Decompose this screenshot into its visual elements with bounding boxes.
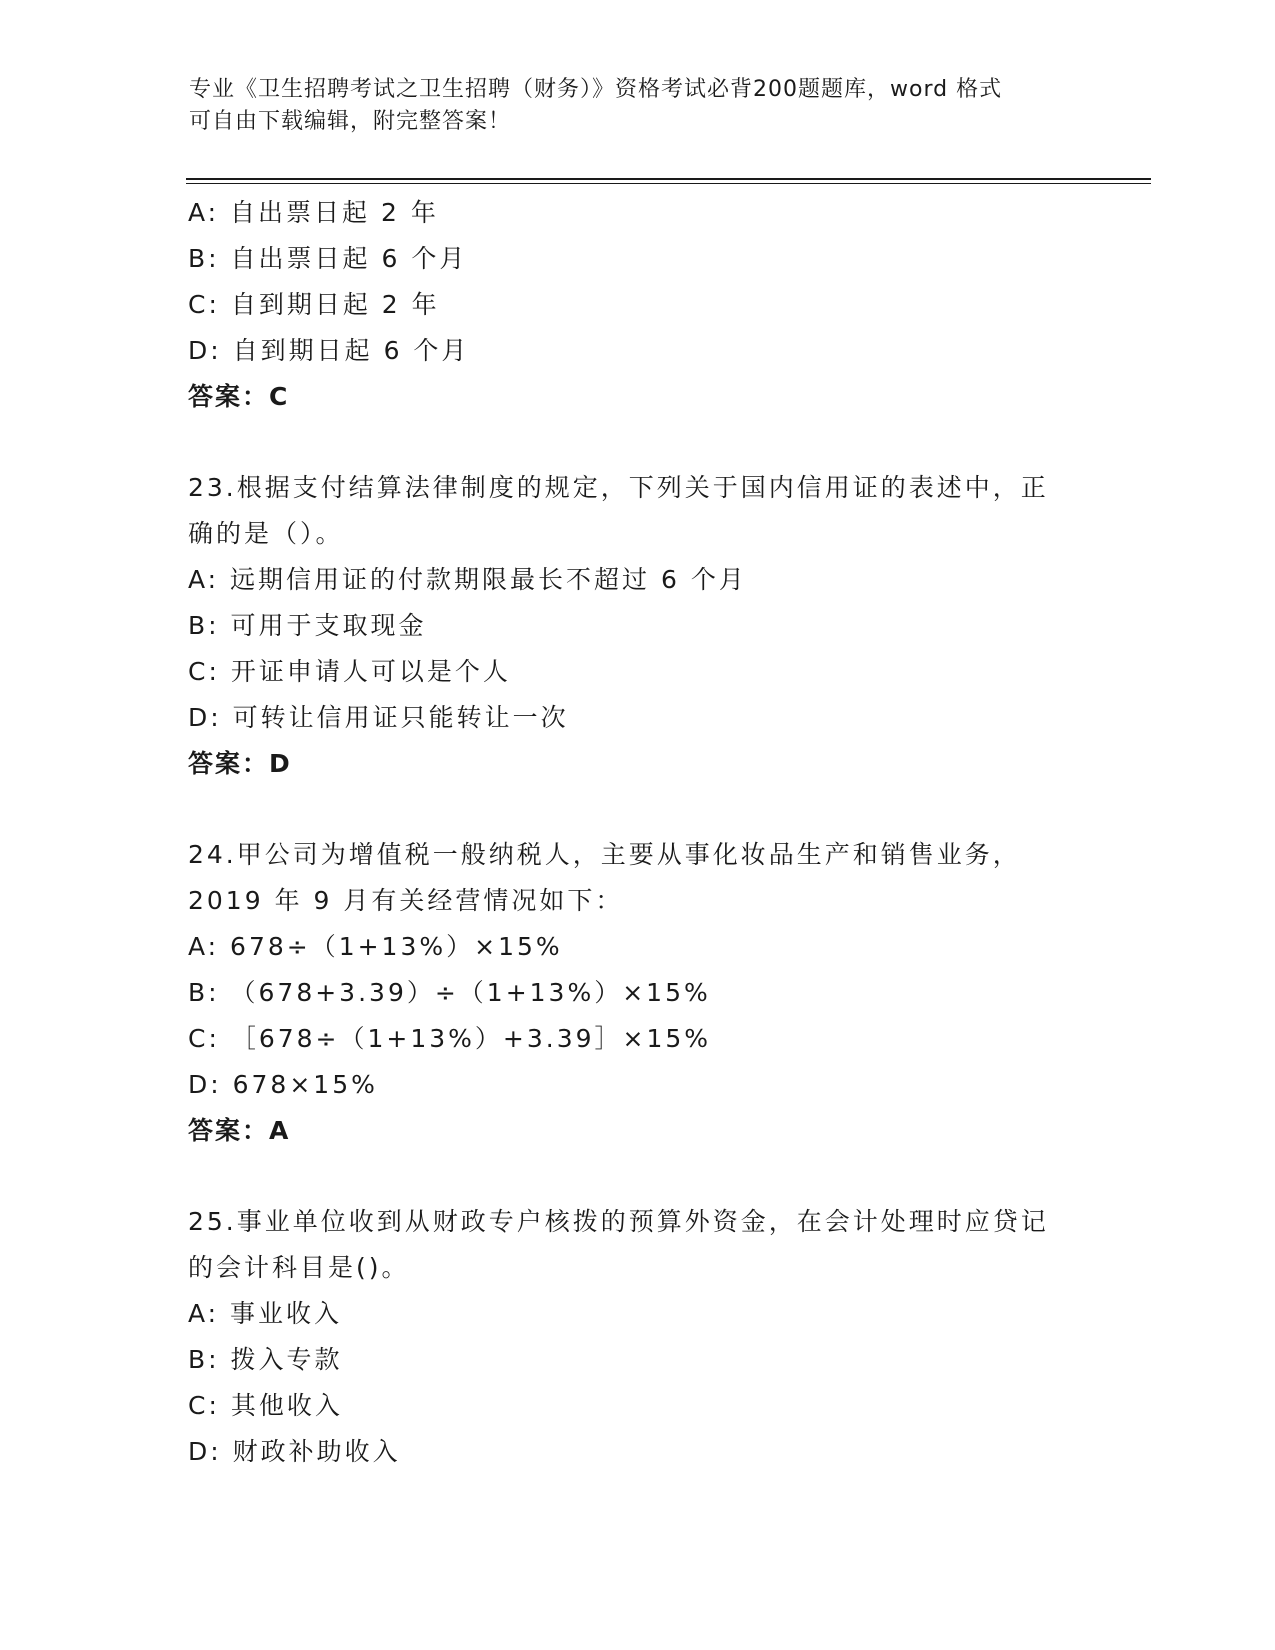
- option-d: D: 678×15%: [188, 1070, 378, 1099]
- option-a: A: 远期信用证的付款期限最长不超过 6 个月: [188, 565, 747, 594]
- option-c: C: ［678÷（1+13%）+3.39］×15%: [188, 1024, 712, 1053]
- question-23-text-line2: 确的是（）。: [188, 519, 344, 548]
- option-c: C: 开证申请人可以是个人: [188, 657, 511, 686]
- spacer: [188, 787, 1088, 832]
- answer-22: 答案：C: [188, 382, 290, 411]
- option-a: A: 事业收入: [188, 1299, 343, 1328]
- option-c: C: 其他收入: [188, 1391, 343, 1420]
- spacer: [188, 1154, 1088, 1199]
- question-content: [188, 190, 1088, 1475]
- header-rule-thin: [186, 183, 1151, 184]
- header-rule-thick: [186, 178, 1151, 180]
- option-d: D: 可转让信用证只能转让一次: [188, 703, 569, 732]
- option-a: A: 678÷（1+13%）×15%: [188, 932, 563, 961]
- answer-23: 答案：D: [188, 749, 292, 778]
- question-23: [188, 465, 1088, 787]
- option-b: B: 拨入专款: [188, 1345, 343, 1374]
- option-b: B: 可用于支取现金: [188, 611, 427, 640]
- option-c: C: 自到期日起 2 年: [188, 290, 440, 319]
- question-22-options: [188, 190, 1088, 420]
- answer-24: 答案：A: [188, 1116, 291, 1145]
- question-24: [188, 832, 1088, 1154]
- question-24-text-line1: 24.甲公司为增值税一般纳税人，主要从事化妆品生产和销售业务，: [188, 840, 1021, 869]
- question-25: [188, 1199, 1088, 1475]
- option-d: D: 自到期日起 6 个月: [188, 336, 470, 365]
- question-25-text-line2: 的会计科目是()。: [188, 1253, 410, 1282]
- spacer: [188, 420, 1088, 465]
- option-b: B: 自出票日起 6 个月: [188, 244, 468, 273]
- option-b: B: （678+3.39）÷（1+13%）×15%: [188, 978, 711, 1007]
- header-title-line2: 可自由下载编辑，附完整答案！: [189, 109, 512, 134]
- question-25-text-line1: 25.事业单位收到从财政专户核拨的预算外资金，在会计处理时应贷记: [188, 1207, 1049, 1236]
- document-header: [189, 74, 1089, 138]
- question-23-text-line1: 23.根据支付结算法律制度的规定，下列关于国内信用证的表述中，正: [188, 473, 1049, 502]
- option-d: D: 财政补助收入: [188, 1437, 401, 1466]
- option-a: A: 自出票日起 2 年: [188, 198, 439, 227]
- question-24-text-line2: 2019 年 9 月有关经营情况如下：: [188, 886, 624, 915]
- header-title-line1: 专业《卫生招聘考试之卫生招聘（财务）》资格考试必背200题题库，word 格式: [189, 77, 1003, 102]
